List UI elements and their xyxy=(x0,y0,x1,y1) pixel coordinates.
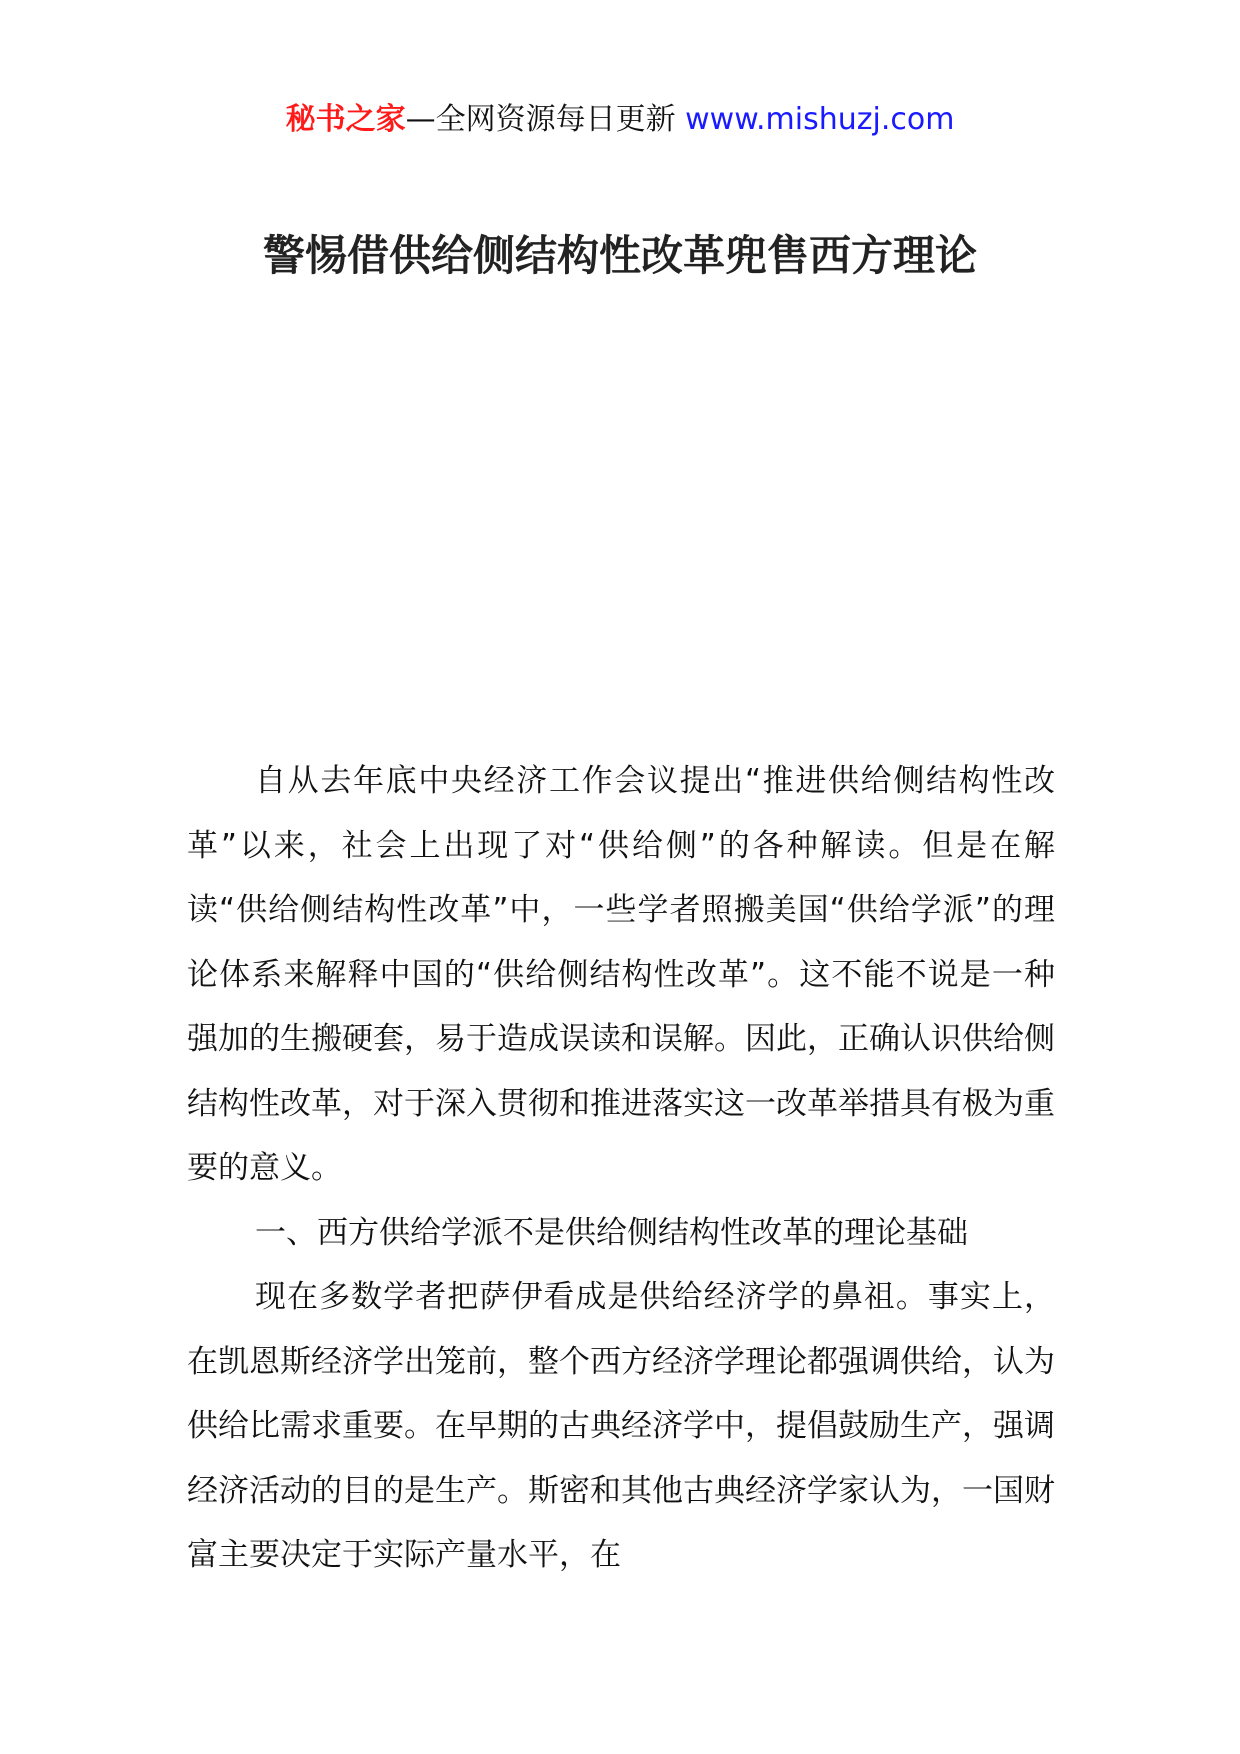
site-header xyxy=(0,98,1240,142)
site-tagline: —全网资源每日更新 xyxy=(405,102,686,137)
document-body xyxy=(187,749,1055,1588)
intro-paragraph: 自从去年底中央经济工作会议提出“推进供给侧结构性改革”以来，社会上出现了对“供给侧”的各种解读。但是在解读“供给侧结构性改革”中，一些学者照搬美国“供给学派”的理论体系来解释中国的“供给侧结构性改革”。这不能不说是一种强加的生搬硬套，易于造成误读和误解。因此，正确认识供给侧结构性改革，对于深入贯彻和推进落实这一改革举措具有极为重要的意义。 xyxy=(187,763,1055,1186)
section-1-paragraph: 现在多数学者把萨伊看成是供给经济学的鼻祖。事实上，在凯恩斯经济学出笼前，整个西方经济学理论都强调供给，认为供给比需求重要。在早期的古典经济学中，提倡鼓励生产，强调经济活动的目的是生产。斯密和其他古典经济学家认为，一国财富主要决定于实际产量水平，在 xyxy=(187,1279,1055,1573)
document-title: 警惕借供给侧结构性改革兜售西方理论 xyxy=(262,231,977,280)
site-brand: 秘书之家 xyxy=(285,102,406,137)
section-1-heading: 一、西方供给学派不是供给侧结构性改革的理论基础 xyxy=(255,1214,968,1251)
site-url-link[interactable]: www.mishuzj.com xyxy=(685,102,955,137)
